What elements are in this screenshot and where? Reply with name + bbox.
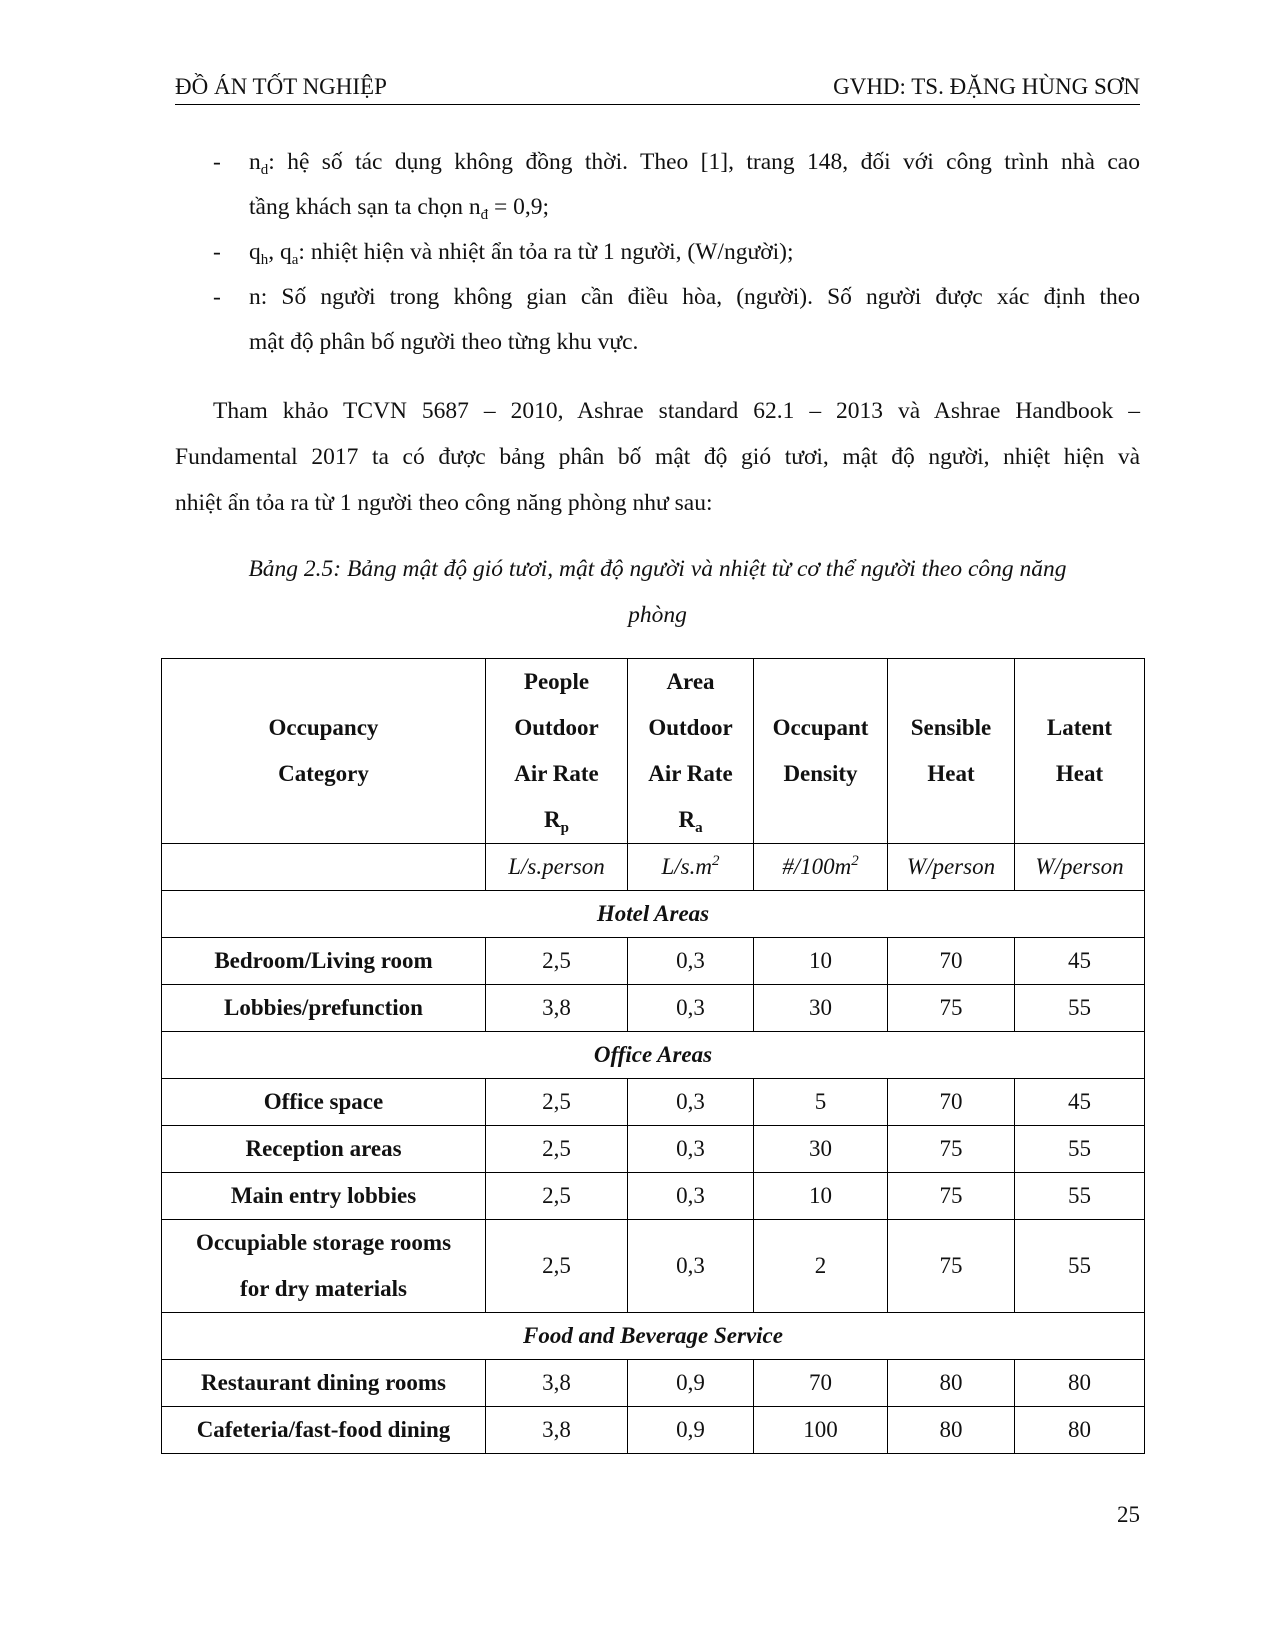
cell-density: 100 — [754, 1407, 888, 1454]
group-label: Food and Beverage Service — [162, 1313, 1145, 1360]
bullet-dash: - — [213, 284, 221, 310]
cell-latent: 45 — [1015, 1079, 1145, 1126]
cell-ra: 0,9 — [628, 1407, 754, 1454]
header-advisor: GVHD: TS. ĐẶNG HÙNG SƠN — [833, 74, 1140, 99]
cell-sensible: 80 — [888, 1407, 1015, 1454]
unit-cell: $\#/100m^2$ — [754, 844, 888, 891]
symbol: , q — [268, 239, 292, 265]
cell-sensible: 80 — [888, 1360, 1015, 1407]
cell-density: 10 — [754, 938, 888, 985]
cell-rp: 3,8 — [486, 1360, 628, 1407]
bullet-line: n: Số người trong không gian cần điều hòa, (người). Số người được xác định theo — [249, 284, 1140, 310]
cell-category: Occupiable storage rooms for dry materials — [162, 1220, 486, 1313]
table-row — [162, 938, 1145, 985]
cell-density: 70 — [754, 1360, 888, 1407]
cell-ra: 0,3 — [628, 938, 754, 985]
unit-cell: W/person — [1015, 844, 1145, 891]
cell-ra: 0,3 — [628, 1079, 754, 1126]
subscript: a — [291, 252, 299, 268]
cell-category: Restaurant dining rooms — [162, 1360, 486, 1407]
paragraph-line: nhiệt ẩn tỏa ra từ 1 người theo công năng phòng như sau: — [175, 490, 713, 516]
table-units-row — [162, 844, 1145, 891]
cell-category: Bedroom/Living room — [162, 938, 486, 985]
cell-sensible: 75 — [888, 985, 1015, 1032]
symbol: n — [249, 149, 261, 175]
bullet-line — [249, 140, 1140, 185]
cell-rp: 3,8 — [486, 985, 628, 1032]
header-latent-heat: Latent Heat — [1015, 659, 1145, 844]
cell-rp: 2,5 — [486, 1220, 628, 1313]
bullet-text: : nhiệt hiện và nhiệt ẩn tỏa ra từ 1 người, (W/người); — [298, 239, 794, 265]
cell-rp: 2,5 — [486, 1079, 628, 1126]
header-occupancy-category: Occupancy Category — [162, 659, 486, 844]
table-group-row — [162, 1313, 1145, 1360]
table-row — [162, 1126, 1145, 1173]
cell-category: Lobbies/prefunction — [162, 985, 486, 1032]
table-row — [162, 1360, 1145, 1407]
caption-line: phòng — [628, 602, 687, 628]
cell-ra: 0,3 — [628, 1220, 754, 1313]
header-title: ĐỒ ÁN TỐT NGHIỆP — [175, 74, 387, 99]
caption-line: Bảng 2.5: Bảng mật độ gió tươi, mật độ người và nhiệt từ cơ thể người theo công năng — [248, 556, 1067, 582]
bullet-item — [175, 230, 1140, 275]
unit-cell: $L/s.m^2$ — [628, 844, 754, 891]
cell-category: Office space — [162, 1079, 486, 1126]
cell-density: 2 — [754, 1220, 888, 1313]
cell-category: Main entry lobbies — [162, 1173, 486, 1220]
bullet-line: mật độ phân bố người theo từng khu vực. — [249, 329, 639, 355]
table-row — [162, 1220, 1145, 1313]
cell-rp: 3,8 — [486, 1407, 628, 1454]
subscript: d — [260, 162, 269, 178]
paragraph-line: Tham khảo TCVN 5687 – 2010, Ashrae standard 62.1 – 2013 và Ashrae Handbook – — [213, 398, 1140, 424]
bullet-line — [249, 194, 550, 223]
page-header — [175, 70, 1140, 105]
bullet-list — [175, 140, 1140, 365]
cell-latent: 55 — [1015, 985, 1145, 1032]
bullet-text: : hệ số tác dụng không đồng thời. Theo [1], trang 148, đối với công trình nhà cao — [268, 149, 1140, 175]
cell-density: 5 — [754, 1079, 888, 1126]
cell-latent: 55 — [1015, 1126, 1145, 1173]
cell-sensible: 75 — [888, 1220, 1015, 1313]
cell-ra: 0,3 — [628, 1126, 754, 1173]
bullet-item — [175, 140, 1140, 230]
group-label: Hotel Areas — [162, 891, 1145, 938]
subscript: đ — [480, 207, 489, 223]
cell-rp: 2,5 — [486, 938, 628, 985]
bullet-text: = 0,9; — [488, 194, 550, 220]
cell-ra: 0,3 — [628, 1173, 754, 1220]
body-paragraph — [175, 388, 1140, 526]
cell-latent: 45 — [1015, 938, 1145, 985]
cell-category: Reception areas — [162, 1126, 486, 1173]
table-group-row — [162, 1032, 1145, 1079]
occupancy-table — [161, 658, 1145, 1454]
table-row — [162, 985, 1145, 1032]
table-row — [162, 1079, 1145, 1126]
header-occupant-density: Occupant Density — [754, 659, 888, 844]
bullet-dash: - — [213, 149, 221, 175]
cell-rp: 2,5 — [486, 1173, 628, 1220]
table-header-row — [162, 659, 1145, 844]
cell-sensible: 75 — [888, 1126, 1015, 1173]
unit-cell: L/s.person — [486, 844, 628, 891]
cell-density: 30 — [754, 985, 888, 1032]
table-row — [162, 1407, 1145, 1454]
cell-sensible: 70 — [888, 938, 1015, 985]
cell-latent: 55 — [1015, 1173, 1145, 1220]
cell-rp: 2,5 — [486, 1126, 628, 1173]
table-row — [162, 1173, 1145, 1220]
table-caption — [175, 546, 1140, 638]
subscript: h — [260, 252, 269, 268]
header-area-outdoor-air-rate: Area Outdoor Air Rate $R_a$ — [628, 659, 754, 844]
cell-ra: 0,9 — [628, 1360, 754, 1407]
cell-ra: 0,3 — [628, 985, 754, 1032]
cell-sensible: 75 — [888, 1173, 1015, 1220]
cell-density: 10 — [754, 1173, 888, 1220]
header-people-outdoor-air-rate: People Outdoor Air Rate $R_p$ — [486, 659, 628, 844]
bullet-item — [175, 275, 1140, 365]
header-sensible-heat: Sensible Heat — [888, 659, 1015, 844]
unit-cell — [162, 844, 486, 891]
group-label: Office Areas — [162, 1032, 1145, 1079]
unit-cell: W/person — [888, 844, 1015, 891]
cell-latent: 55 — [1015, 1220, 1145, 1313]
cell-latent: 80 — [1015, 1407, 1145, 1454]
symbol: q — [249, 239, 261, 265]
paragraph-line: Fundamental 2017 ta có được bảng phân bố mật độ gió tươi, mật độ người, nhiệt hiện và — [175, 444, 1140, 470]
cell-latent: 80 — [1015, 1360, 1145, 1407]
table-group-row — [162, 891, 1145, 938]
cell-category: Cafeteria/fast-food dining — [162, 1407, 486, 1454]
cell-density: 30 — [754, 1126, 888, 1173]
cell-sensible: 70 — [888, 1079, 1015, 1126]
bullet-dash: - — [213, 239, 221, 265]
bullet-text: tầng khách sạn ta chọn n — [249, 194, 481, 220]
page-number: 25 — [1117, 1502, 1140, 1527]
